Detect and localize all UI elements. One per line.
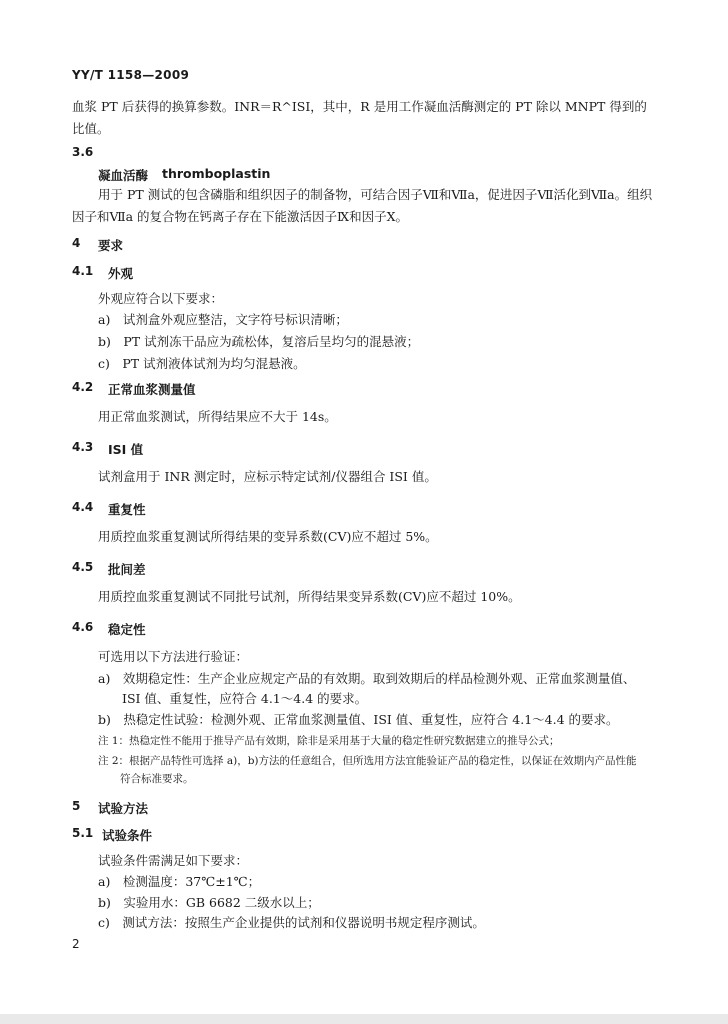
list-item: b) 实验用水：GB 6682 二级水以上；: [98, 895, 320, 910]
section-title: 批间差: [108, 562, 146, 577]
section-number: 4.2: [72, 380, 94, 394]
section-title: 试验方法: [98, 801, 149, 816]
section-number: 4.1: [72, 264, 94, 278]
paragraph-line: 用正常血浆测试，所得结果应不大于 14s。: [98, 409, 337, 424]
section-title: 要求: [98, 238, 124, 253]
section-title: 正常血浆测量值: [108, 382, 196, 397]
paragraph-line: 比值。: [72, 121, 110, 136]
list-item: b) PT 试剂冻干品应为疏松体，复溶后呈均匀的混悬液；: [98, 334, 420, 349]
paragraph-line: 试验条件需满足如下要求：: [98, 853, 249, 868]
list-item: a) 效期稳定性：生产企业应规定产品的有效期。取到效期后的样品检测外观、正常血浆测量值、: [98, 671, 636, 686]
paragraph-line: 外观应符合以下要求：: [98, 291, 224, 306]
section-number: 4.4: [72, 500, 94, 514]
list-item: a) 试剂盒外观应整洁，文字符号标识清晰；: [98, 312, 348, 327]
standard-header: YY/T 1158—2009: [72, 68, 190, 82]
term-chinese: 凝血活酶: [98, 168, 149, 183]
section-number: 4: [72, 236, 81, 250]
section-title: 重复性: [108, 502, 146, 517]
section-number: 4.5: [72, 560, 94, 574]
term-english: thromboplastin: [162, 166, 271, 181]
section-title: 试验条件: [102, 828, 153, 843]
section-number: 5: [72, 799, 81, 813]
paragraph-line: 因子和Ⅶa 的复合物在钙离子存在下能激活因子Ⅸ和因子Ⅹ。: [72, 209, 409, 224]
list-item: c) 测试方法：按照生产企业提供的试剂和仪器说明书规定程序测试。: [98, 915, 485, 930]
paragraph-line: 血浆 PT 后获得的换算参数。INR＝R^ISI，其中，R 是用工作凝血活酶测定的 PT 除以 MNPT 得到的: [72, 99, 647, 114]
section-title: 外观: [108, 266, 134, 281]
paragraph-line: 试剂盒用于 INR 测定时，应标示特定试剂/仪器组合 ISI 值。: [98, 469, 437, 484]
list-item: a) 检测温度：37℃±1℃；: [98, 874, 261, 889]
scan-edge: [0, 1014, 728, 1024]
section-title: 稳定性: [108, 622, 146, 637]
section-number: 3.6: [72, 145, 94, 159]
note: 注 2：根据产品特性可选择 a)，b)方法的任意组合，但所选用方法宜能验证产品的稳定性，以保证在效期内产品性能: [98, 755, 637, 767]
note: 注 1：热稳定性不能用于推导产品有效期，除非是采用基于大量的稳定性研究数据建立的推导公式；: [98, 735, 560, 747]
paragraph-line: 可选用以下方法进行验证：: [98, 649, 249, 664]
section-number: 5.1: [72, 826, 94, 840]
page-number: 2: [72, 937, 80, 951]
section-number: 4.6: [72, 620, 94, 634]
paragraph-line: 用质控血浆重复测试所得结果的变异系数(CV)应不超过 5%。: [98, 529, 438, 544]
section-title: ISI 值: [108, 442, 144, 457]
list-item-continuation: ISI 值、重复性，应符合 4.1～4.4 的要求。: [122, 691, 368, 706]
list-item: c) PT 试剂液体试剂为均匀混悬液。: [98, 356, 306, 371]
paragraph-line: 用于 PT 测试的包含磷脂和组织因子的制备物，可结合因子Ⅶ和Ⅶa，促进因子Ⅶ活化到Ⅶa。组织: [98, 187, 653, 202]
paragraph-line: 用质控血浆重复测试不同批号试剂，所得结果变异系数(CV)应不超过 10%。: [98, 589, 521, 604]
list-item: b) 热稳定性试验：检测外观、正常血浆测量值、ISI 值、重复性，应符合 4.1～4.4 的要求。: [98, 712, 619, 727]
section-number: 4.3: [72, 440, 94, 454]
note-continuation: 符合标准要求。: [120, 773, 194, 785]
